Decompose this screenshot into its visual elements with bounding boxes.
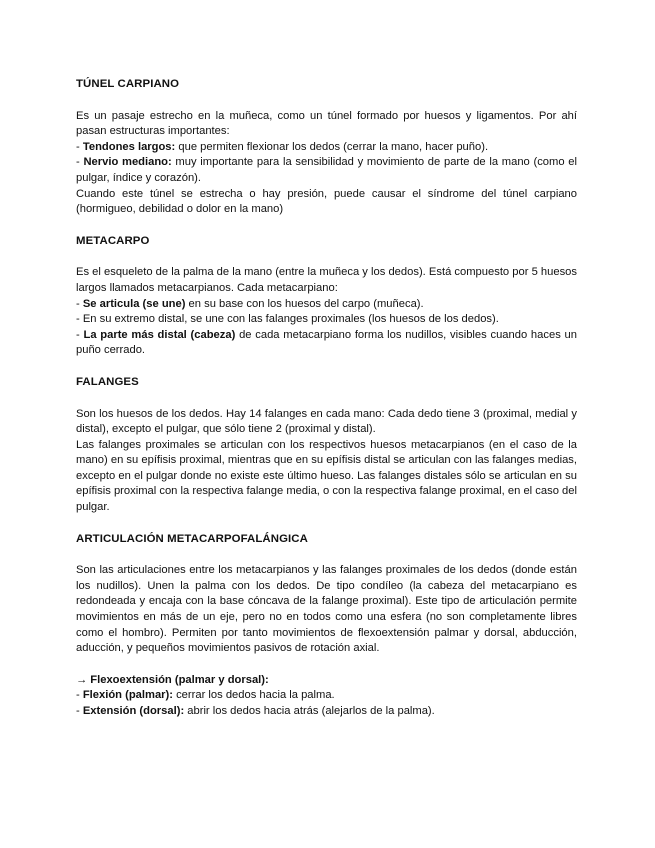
paragraph: Es un pasaje estrecho en la muñeca, como un túnel formado por huesos y ligamentos. Por ahí pasan estructuras importantes:	[76, 109, 577, 138]
paragraph: Cuando este túnel se estrecha o hay presión, puede causar el síndrome del túnel carpiano (hormigueo, debilidad o dolor en la mano)	[76, 187, 577, 216]
section-body-tunel-carpiano	[76, 109, 577, 218]
section-body-falanges	[76, 407, 577, 516]
section-title-metacarpo: METACARPO	[76, 234, 150, 247]
bold-term: Se articula (se une)	[82, 297, 186, 310]
paragraph: Las falanges proximales se articulan con los respectivos huesos metacarpianos (en el caso de la mano) en su epífisis proximal, mientras que en su epífisis distal se articulan con las falanges medias, excepto en el pulgar donde no existe este último hueso. Las falanges distales sólo se articulan en su epífisis proximal con la respectiva falange media, o con la respectiva falange proximal, en el caso del pulgar.	[76, 438, 577, 514]
subsection-title: → Flexoextensión (palmar y dorsal):	[76, 673, 269, 686]
paragraph: Son los huesos de los dedos. Hay 14 falanges en cada mano: Cada dedo tiene 3 (proximal, medial y distal), excepto el pulgar, que sólo tiene 2 (proximal y distal).	[76, 407, 577, 436]
section-title-articulacion: ARTICULACIÓN METACARPOFALÁNGICA	[76, 532, 308, 545]
list-item: - En su extremo distal, se une con las falanges proximales (los huesos de los dedos).	[76, 313, 499, 326]
list-item: - Extensión (dorsal): abrir los dedos hacia atrás (alejarlos de la palma).	[76, 705, 435, 717]
bold-term: Tendones largos:	[82, 140, 176, 153]
bold-term: Extensión (dorsal):	[82, 705, 185, 717]
section-title-falanges: FALANGES	[76, 375, 139, 388]
section-body-metacarpo	[76, 265, 577, 359]
section-title-tunel-carpiano: TÚNEL CARPIANO	[76, 78, 180, 90]
list-item: - Nervio mediano: muy importante para la sensibilidad y movimiento de parte de la mano (como el pulgar, índice y corazón).	[76, 156, 577, 184]
list-item: - Se articula (se une) en su base con los huesos del carpo (muñeca).	[76, 297, 424, 310]
bold-term: Nervio mediano:	[83, 156, 172, 169]
paragraph: Es el esqueleto de la palma de la mano (entre la muñeca y los dedos). Está compuesto por 5 huesos largos llamados metacarpianos. Cada metacarpiano:	[76, 266, 577, 294]
bold-term: La parte más distal (cabeza)	[83, 328, 236, 341]
list-item: - Tendones largos: que permiten flexionar los dedos (cerrar la mano, hacer puño).	[76, 140, 489, 153]
list-item: - La parte más distal (cabeza) de cada metacarpiano forma los nudillos, visibles cuando haces un puño cerrado.	[76, 328, 577, 357]
subsection-flexoextension	[76, 673, 577, 720]
paragraph: Son las articulaciones entre los metacarpianos y las falanges proximales de los dedos (donde están los nudillos). Unen la palma con los dedos. De tipo condíleo (la cabeza del metacarpiano es redondeada y encaja con la base cóncava de la falange proximal). Este tipo de articulación permite movimientos en más de un eje, pero no en todos como una esfera (no son completamente libres como el hombro). Permiten por tanto movimientos de flexoextensión palmar y dorsal, abducción, aducción, y pequeños movimientos pasivos de rotación axial.	[76, 564, 577, 655]
bold-term: Flexión (palmar):	[82, 689, 173, 702]
list-item: - Flexión (palmar): cerrar los dedos hacia la palma.	[76, 689, 335, 702]
section-body-articulacion	[76, 563, 577, 657]
